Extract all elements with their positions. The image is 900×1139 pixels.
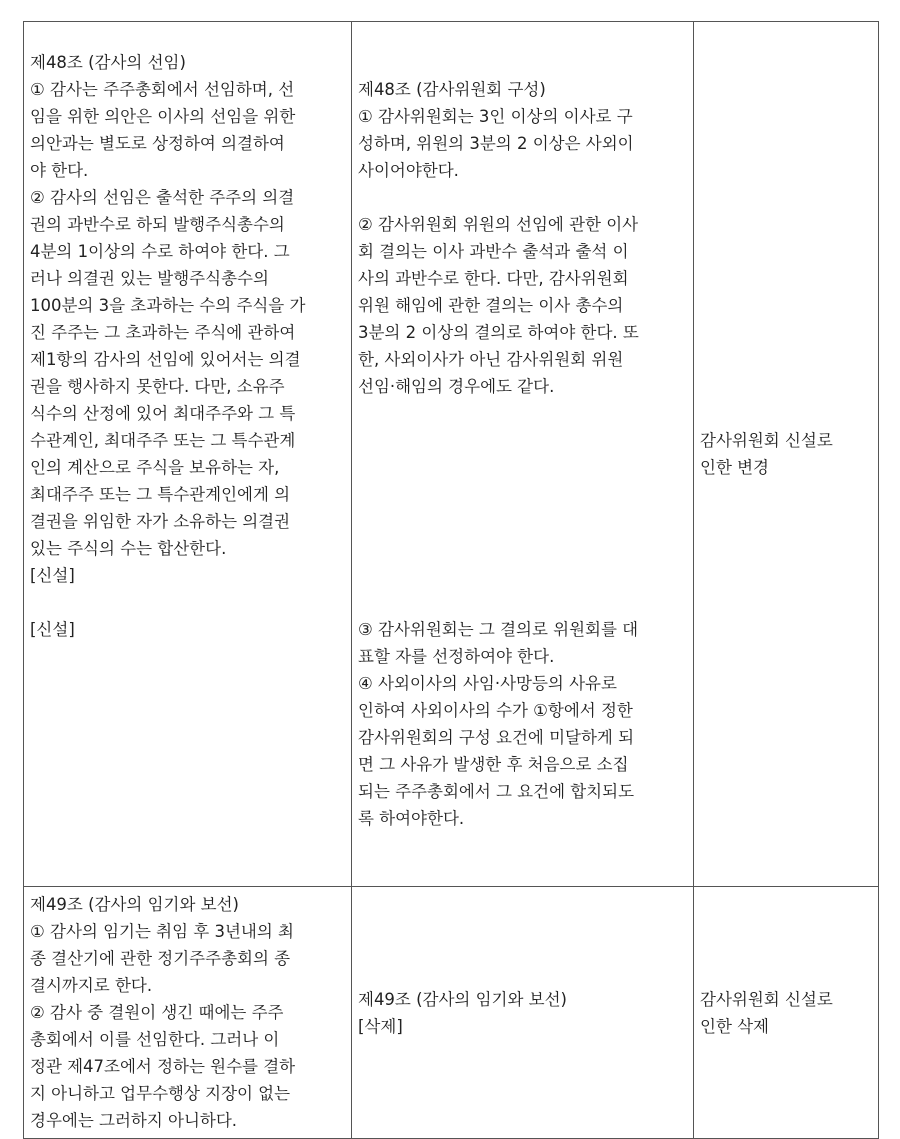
new-clause-marker: [신설] — [30, 620, 75, 639]
article-title: 제49조 (감사의 임기와 보선) — [358, 989, 567, 1009]
article-title: 제48조 (감사위원회 구성) — [358, 80, 546, 99]
paragraph: ① 감사의 임기는 취임 후 3년내의 최 종 결산기에 관한 정기주주총회의 종 결시까지로 한다. — [30, 922, 294, 995]
amendment-reason: 감사위원회 신설로 인한 변경 — [694, 22, 879, 887]
amendment-table — [23, 21, 879, 1139]
paragraph: ② 감사 중 결원이 생긴 때에는 주주 총회에서 이를 선임한다. 그러나 이 정관 제47조에서 정하는 원수를 결하 지 아니하고 업무수행상 지장이 없는 경우에는 그러하지 아니하다. — [30, 1003, 296, 1130]
current-text-cell — [24, 22, 352, 887]
new-clause-marker: [신설] — [30, 566, 75, 585]
current-text-cell — [24, 887, 352, 1139]
deleted-marker: [삭제] — [358, 1016, 403, 1036]
article-title: 제48조 (감사의 선임) — [30, 53, 186, 72]
table-row-article-48 — [24, 22, 879, 887]
amended-text-cell — [352, 22, 694, 887]
amended-text-cell — [352, 887, 694, 1139]
article-title: 제49조 (감사의 임기와 보선) — [30, 895, 239, 914]
paragraph: ③ 감사위원회는 그 결의로 위원회를 대 표할 자를 선정하여야 한다. — [358, 620, 639, 666]
paragraph: ④ 사외이사의 사임·사망등의 사유로 인하여 사외이사의 수가 ①항에서 정한 감사위원회의 구성 요건에 미달하게 되 면 그 사유가 발생한 후 처음으로 소집 되는 주주총회에서 그 요건에 합치되도 록 하여야한다. — [358, 674, 635, 828]
amendment-reason: 감사위원회 신설로 인한 삭제 — [694, 887, 879, 1139]
table-row-article-49 — [24, 887, 879, 1139]
paragraph: ① 감사위원회는 3인 이상의 이사로 구 성하며, 위원의 3분의 2 이상은 사외이 사이어야한다. — [358, 107, 634, 180]
paragraph: ② 감사의 선임은 출석한 주주의 의결 권의 과반수로 하되 발행주식총수의 4분의 1이상의 수로 하여야 한다. 그 러나 의결권 있는 발행주식총수의 100분의 3을 초과하는 수의 주식을 가 진 주주는 그 초과하는 주식에 관하여 제1항의 감사의 선임에 있어서는 의결 권을 행사하지 못한다. 다만, 소유주 식수의 산정에 있어 최대주주와 그 특 수관계인, 최대주주 또는 그 특수관계 인의 계산으로 주식을 보유하는 자, 최대주주 또는 그 특수관계인에게 의 결권을 위임한 자가 소유하는 의결권 있는 주식의 수는 합산한다. — [30, 188, 306, 558]
paragraph: ① 감사는 주주총회에서 선임하며, 선 임을 위한 의안은 이사의 선임을 위한 의안과는 별도로 상정하여 의결하여 야 한다. — [30, 80, 296, 180]
paragraph: ② 감사위원회 위원의 선임에 관한 이사 회 결의는 이사 과반수 출석과 출석 이 사의 과반수로 한다. 다만, 감사위원회 위원 해임에 관한 결의는 이사 총수의 3분의 2 이상의 결의로 하여야 한다. 또 한, 사외이사가 아닌 감사위원회 위원 선임·해임의 경우에도 같다. — [358, 215, 639, 396]
